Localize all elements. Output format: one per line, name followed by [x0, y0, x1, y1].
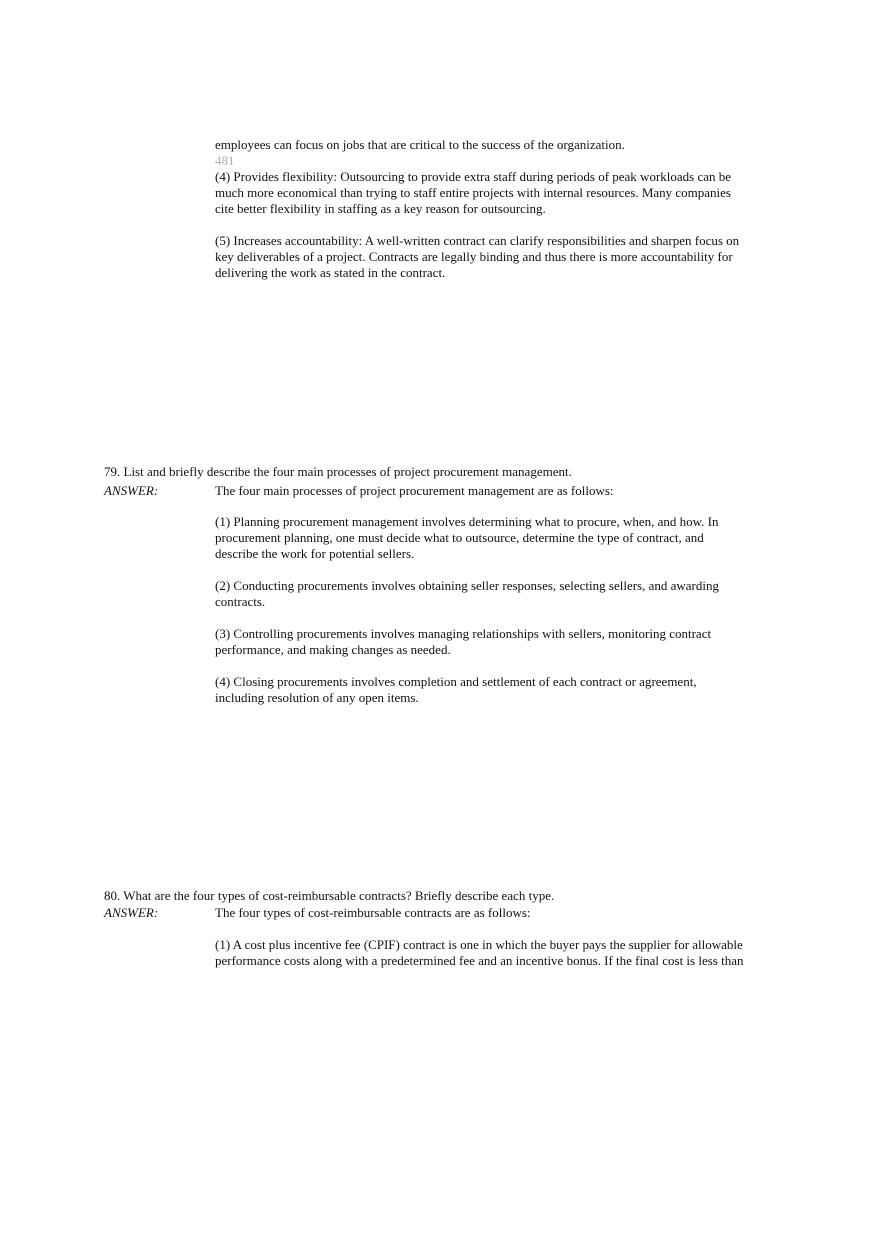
list-item-line: (4) Closing procurements involves completion and settlement of each contract or agreement,: [215, 674, 697, 689]
text-line: (4) Provides flexibility: Outsourcing to provide extra staff during periods of peak workloads can be: [215, 169, 732, 184]
page-number: 481: [215, 153, 235, 168]
list-item-line: (2) Conducting procurements involves obtaining seller responses, selecting sellers, and awarding: [215, 578, 719, 593]
text-line: delivering the work as stated in the contract.: [215, 265, 446, 280]
answer-label-79: ANSWER:: [104, 483, 159, 498]
list-item-line: performance costs along with a predetermined fee and an incentive bonus. If the final cost is less than: [215, 953, 744, 968]
question-79: 79. List and briefly describe the four main processes of project procurement management.: [104, 464, 572, 479]
list-item-line: procurement planning, one must decide what to outsource, determine the type of contract, and: [215, 530, 704, 545]
list-item-line: (1) Planning procurement management involves determining what to procure, when, and how. In: [215, 514, 719, 529]
list-item-line: describe the work for potential sellers.: [215, 546, 415, 561]
list-item-line: performance, and making changes as needed.: [215, 642, 451, 657]
list-item-line: including resolution of any open items.: [215, 690, 419, 705]
text-line: employees can focus on jobs that are critical to the success of the organization.: [215, 137, 625, 152]
text-line: key deliverables of a project. Contracts are legally binding and thus there is more accountability for: [215, 249, 733, 264]
list-item-line: (1) A cost plus incentive fee (CPIF) contract is one in which the buyer pays the supplier for allowable: [215, 937, 743, 952]
text-line: much more economical than trying to staff entire projects with internal resources. Many companies: [215, 185, 731, 200]
answer-intro-80: The four types of cost-reimbursable contracts are as follows:: [215, 905, 531, 920]
text-line: cite better flexibility in staffing as a key reason for outsourcing.: [215, 201, 546, 216]
list-item-line: (3) Controlling procurements involves managing relationships with sellers, monitoring contract: [215, 626, 712, 641]
answer-items-80: [215, 937, 780, 969]
continuation-block: [215, 137, 780, 281]
list-item-line: contracts.: [215, 594, 266, 609]
answer-items-79: [215, 514, 780, 706]
answer-label-80: ANSWER:: [104, 905, 159, 920]
text-line: (5) Increases accountability: A well-written contract can clarify responsibilities and sharpen focus on: [215, 233, 740, 248]
question-80: 80. What are the four types of cost-reimbursable contracts? Briefly describe each type.: [104, 888, 555, 903]
answer-intro-79: The four main processes of project procurement management are as follows:: [215, 483, 614, 498]
